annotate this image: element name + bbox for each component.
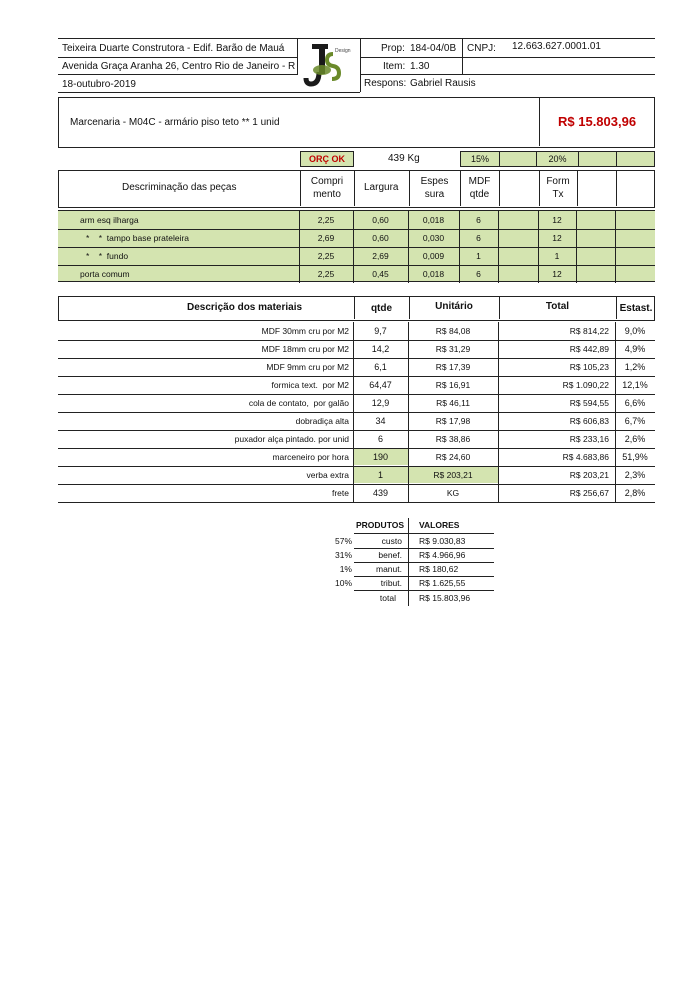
piece-desc: * * tampo base prateleira xyxy=(86,233,190,243)
valores-header: VALORES xyxy=(419,520,460,530)
material-total: R$ 233,16 xyxy=(569,434,609,444)
piece-desc: arm esq ilharga xyxy=(80,215,139,225)
material-unit: R$ 46,11 xyxy=(436,398,470,408)
material-desc: verba extra xyxy=(306,470,349,480)
col-header-material: Descrição dos materiais xyxy=(187,302,303,313)
product-label: benef. xyxy=(378,550,402,560)
material-qtde: 439 xyxy=(372,488,389,498)
material-qtde: 9,7 xyxy=(374,326,387,336)
material-pct: 51,9% xyxy=(622,452,648,462)
status-row xyxy=(300,151,655,167)
material-qtde: 14,2 xyxy=(371,344,390,354)
material-total: R$ 594,55 xyxy=(569,398,609,408)
material-pct: 2,6% xyxy=(624,434,646,444)
material-unit: R$ 17,98 xyxy=(435,416,471,426)
piece-form: 12 xyxy=(552,215,562,225)
col-divider xyxy=(577,171,578,206)
material-desc: MDF 30mm cru por M2 xyxy=(261,326,349,336)
col-divider xyxy=(499,171,500,206)
pct-cell: 15% xyxy=(460,151,500,167)
piece-form: 12 xyxy=(552,269,562,279)
col-header-largura: Largura xyxy=(364,182,399,193)
pieces-table-header xyxy=(58,170,655,208)
piece-comp: 2,25 xyxy=(317,215,335,225)
material-pct: 2,8% xyxy=(624,488,646,498)
material-qtde: 190 xyxy=(372,452,389,462)
material-qtde: 12,9 xyxy=(371,398,390,408)
material-total: R$ 256,67 xyxy=(569,488,609,498)
pct-cell: 20% xyxy=(536,151,579,167)
row-divider xyxy=(58,265,655,266)
respons-value: Gabriel Rausis xyxy=(410,78,476,89)
product-row-line xyxy=(354,576,494,577)
piece-mdf: 1 xyxy=(476,251,481,261)
product-pct: 31% xyxy=(334,550,352,560)
weight-value: 439 Kg xyxy=(388,153,420,164)
product-value: R$ 1.625,55 xyxy=(419,578,466,588)
logo-icon xyxy=(303,40,355,90)
summary-box xyxy=(58,97,655,148)
material-desc: formica text. por M2 xyxy=(271,380,349,390)
piece-esp: 0,009 xyxy=(422,251,445,261)
material-pct: 6,7% xyxy=(624,416,646,426)
material-qtde: 34 xyxy=(375,416,386,426)
prop-value: 184-04/0B xyxy=(410,43,457,54)
material-qtde: 6,1 xyxy=(374,362,387,372)
company-address: Avenida Graça Aranha 26, Centro Rio de Janeiro - R xyxy=(62,61,296,72)
material-unit: KG xyxy=(446,488,460,498)
product-pct: 57% xyxy=(334,536,352,546)
product-row-line xyxy=(354,548,494,549)
material-pct: 6,6% xyxy=(624,398,646,408)
respons-label: Respons: xyxy=(364,78,407,89)
material-desc: frete xyxy=(331,488,349,498)
cnpj-value: 12.663.627.0001.01 xyxy=(512,41,601,52)
material-qtde: 1 xyxy=(377,470,383,480)
piece-mdf: 6 xyxy=(476,215,481,225)
row-divider xyxy=(58,448,655,449)
piece-esp: 0,030 xyxy=(422,233,445,243)
piece-form: 12 xyxy=(552,233,562,243)
header-line xyxy=(360,38,361,92)
col-header-total: Total xyxy=(545,301,570,312)
row-divider xyxy=(58,394,655,395)
product-label: manut. xyxy=(376,564,402,574)
material-desc: puxador alça pintado. por unid xyxy=(234,434,349,444)
header-line xyxy=(58,92,360,93)
material-desc: MDF 18mm cru por M2 xyxy=(261,344,349,354)
row-divider xyxy=(58,376,655,377)
col-header-desc: Descriminação das peças xyxy=(122,182,237,193)
material-desc: dobradiça alta xyxy=(295,416,349,426)
material-unit: R$ 84,08 xyxy=(435,326,471,336)
header-line xyxy=(462,38,463,75)
status-cell xyxy=(499,151,537,167)
header-line xyxy=(297,38,298,75)
piece-desc: porta comum xyxy=(80,269,130,279)
piece-esp: 0,018 xyxy=(422,215,445,225)
status-cell xyxy=(616,151,655,167)
row-divider xyxy=(58,340,655,341)
material-desc: MDF 9mm cru por M2 xyxy=(266,362,349,372)
row-divider xyxy=(58,358,655,359)
piece-comp: 2,69 xyxy=(317,233,335,243)
row-divider xyxy=(58,247,655,248)
product-value: R$ 4.966,96 xyxy=(419,550,466,560)
piece-comp: 2,25 xyxy=(317,269,335,279)
summary-description: Marcenaria - M04C - armário piso teto ** 1 unid xyxy=(70,117,280,128)
material-unit: R$ 24,60 xyxy=(435,452,471,462)
prop-label: Prop: xyxy=(381,43,405,54)
header-line xyxy=(58,57,297,58)
product-value: R$ 180,62 xyxy=(419,564,459,574)
col-header-comp: Compri mento xyxy=(310,176,344,200)
header-line xyxy=(360,74,655,75)
material-unit: R$ 16,91 xyxy=(435,380,471,390)
pieces-table-body xyxy=(58,210,655,282)
piece-larg: 0,60 xyxy=(372,233,389,243)
company-name: Teixeira Duarte Construtora - Edif. Barão de Mauá xyxy=(62,43,285,54)
product-row-line xyxy=(354,562,494,563)
piece-larg: 0,45 xyxy=(372,269,389,279)
row-divider xyxy=(58,466,655,467)
piece-mdf: 6 xyxy=(476,269,481,279)
header-section xyxy=(0,0,700,100)
material-total: R$ 1.090,22 xyxy=(562,380,609,390)
material-unit: R$ 38,86 xyxy=(435,434,471,444)
col-header-unit: Unitário xyxy=(435,301,473,312)
product-row-line xyxy=(354,590,494,591)
piece-esp: 0,018 xyxy=(422,269,445,279)
piece-larg: 0,60 xyxy=(372,215,389,225)
material-pct: 9,0% xyxy=(624,326,646,336)
header-line xyxy=(360,57,655,58)
material-desc: cola de contato, por galão xyxy=(248,398,349,408)
material-pct: 1,2% xyxy=(624,362,646,372)
header-date: 18-outubro-2019 xyxy=(62,79,136,90)
material-unit: R$ 31,29 xyxy=(435,344,471,354)
orc-ok-badge: ORÇ OK xyxy=(300,151,354,167)
row-divider xyxy=(58,412,655,413)
material-pct: 12,1% xyxy=(622,380,648,390)
piece-comp: 2,25 xyxy=(317,251,335,261)
col-divider xyxy=(616,171,617,206)
cnpj-label: CNPJ: xyxy=(467,43,496,54)
piece-mdf: 6 xyxy=(476,233,481,243)
row-divider xyxy=(58,502,655,503)
product-label: custo xyxy=(381,536,402,546)
material-pct: 2,3% xyxy=(624,470,646,480)
material-total: R$ 4.683,86 xyxy=(562,452,609,462)
piece-form: 1 xyxy=(554,251,560,261)
col-divider xyxy=(354,171,355,206)
item-label: Item: xyxy=(383,61,406,72)
product-pct: 1% xyxy=(339,564,352,574)
col-header-mdf: MDF qtde xyxy=(468,176,491,200)
product-label: tribut. xyxy=(380,578,402,588)
material-unit: R$ 17,39 xyxy=(435,362,471,372)
product-value: R$ 9.030,83 xyxy=(419,536,466,546)
materials-table-header xyxy=(58,296,655,321)
col-header-estat: Estast. xyxy=(619,303,653,314)
piece-desc: * * fundo xyxy=(86,251,129,261)
material-total: R$ 606,83 xyxy=(569,416,609,426)
item-value: 1.30 xyxy=(410,61,430,72)
summary-total: R$ 15.803,96 xyxy=(558,114,637,129)
material-total: R$ 203,21 xyxy=(569,470,609,480)
material-desc: marceneiro por hora xyxy=(272,452,349,462)
row-divider xyxy=(58,484,655,485)
product-value: R$ 15.803,96 xyxy=(419,593,471,603)
header-line xyxy=(58,38,655,39)
material-total: R$ 814,22 xyxy=(569,326,609,336)
status-cell xyxy=(578,151,617,167)
col-header-qtde: qtde xyxy=(370,303,393,314)
products-header-line xyxy=(354,533,494,534)
summary-divider xyxy=(539,98,540,146)
col-header-esp: Espes sura xyxy=(420,176,449,200)
products-summary xyxy=(320,516,500,608)
product-pct: 10% xyxy=(334,578,352,588)
material-qtde: 6 xyxy=(377,434,383,444)
header-line xyxy=(58,74,297,75)
material-qtde: 64,47 xyxy=(369,380,392,390)
material-total: R$ 442,89 xyxy=(569,344,609,354)
material-total: R$ 105,23 xyxy=(569,362,609,372)
svg-text:Design: Design xyxy=(335,48,351,54)
material-pct: 4,9% xyxy=(624,344,646,354)
product-label: total xyxy=(379,593,396,603)
company-logo xyxy=(303,40,355,90)
piece-larg: 2,69 xyxy=(372,251,389,261)
col-header-form: Form Tx xyxy=(546,176,570,200)
products-header: PRODUTOS xyxy=(356,520,405,530)
material-unit: R$ 203,21 xyxy=(433,470,473,480)
row-divider xyxy=(58,430,655,431)
row-divider xyxy=(58,229,655,230)
materials-table-body xyxy=(58,322,655,502)
